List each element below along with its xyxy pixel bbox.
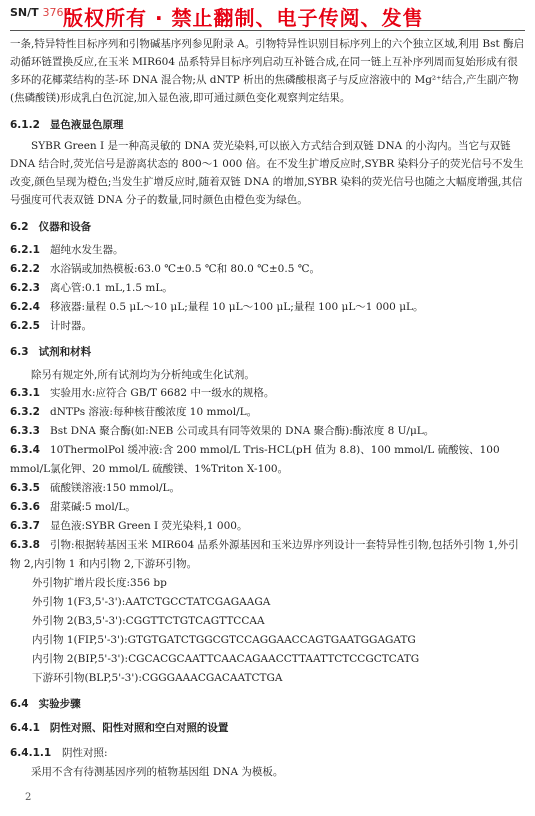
standard-id: 3767 bbox=[42, 6, 71, 19]
section-heading-6-2: 6.2 仪器和设备 bbox=[10, 221, 92, 233]
primer-line: 外引物 1(F3,5'-3'):AATCTGCCTATCGAGAAGA bbox=[32, 596, 271, 608]
intro-paragraph: 一条,特异特性目标序列和引物碱基序列参见附录 A。引物特异性识别目标序列上的六个独立区域,利用 Bst 酶启动循环链置换反应,在玉米 MIR604 品系特异目标序列启动互补链合成,在同一链上互补序列周而复始形成有很多环的花椰菜结构的茎-环 DNA 混合物;从 dNTP 析出的焦磷酸根离子与反应溶液中的 Mg²⁺结合,产生副产物(焦磷酸镁)形成乳白色沉淀,加入显色液,即可通过颜色变化观察判定结果。 bbox=[10, 38, 525, 104]
list-item: 6.2.5 计时器。 bbox=[10, 320, 92, 332]
standard-code: SN/T bbox=[10, 6, 39, 19]
primer-line: 下游环引物(BLP,5'-3'):CGGGAAACGACAATCTGA bbox=[32, 672, 283, 684]
list-item: 6.2.4 移液器:量程 0.5 μL～10 μL;量程 10 μL～100 μL;量程 100 μL～1 000 μL。 bbox=[10, 301, 424, 313]
copyright-watermark: 版权所有 · 禁止翻制、电子传阅、发售 bbox=[63, 6, 424, 30]
primer-line: 外引物 2(B3,5'-3'):CGGTTCTGTCAGTTCCAA bbox=[32, 615, 265, 627]
list-item: 6.3.5 硫酸镁溶液:150 mmol/L。 bbox=[10, 482, 181, 494]
paragraph-6-3: 除另有规定外,所有试剂均为分析纯或生化试剂。 bbox=[31, 369, 255, 381]
primer-line: 内引物 2(BIP,5'-3'):CGCACGCAATTCAACAGAACCTTAATTCTCCGCTCATG bbox=[32, 653, 420, 665]
list-item: 6.3.1 实验用水:应符合 GB/T 6682 中一级水的规格。 bbox=[10, 387, 275, 399]
list-item: 6.3.7 显色液:SYBR Green I 荧光染料,1 000。 bbox=[10, 520, 248, 532]
primer-line: 外引物扩增片段长度:356 bp bbox=[32, 577, 167, 589]
section-heading-6-1-2: 6.1.2 显色液显色原理 bbox=[10, 119, 124, 131]
list-item: 6.3.4 10ThermolPol 缓冲液:含 200 mmol/L Tris-HCL(pH 值为 8.8)、100 mmol/L 硫酸铵、100 mmol/L氯化钾、20 mmol/L 硫酸镁、1%Triton X-100。 bbox=[10, 444, 500, 475]
list-item: 6.3.3 Bst DNA 聚合酶(如:NEB 公司或具有同等效果的 DNA 聚合酶):酶浓度 8 U/μL。 bbox=[10, 425, 435, 437]
list-item: 6.2.1 超纯水发生器。 bbox=[10, 244, 124, 256]
page-number: 2 bbox=[25, 792, 32, 803]
paragraph-6-4-1-1: 采用不含有待测基因序列的植物基因组 DNA 为模板。 bbox=[31, 766, 284, 778]
list-item: 6.2.3 离心管:0.1 mL,1.5 mL。 bbox=[10, 282, 173, 294]
section-heading-6-4: 6.4 实验步骤 bbox=[10, 698, 81, 710]
list-item: 6.3.8 引物:根据转基因玉米 MIR604 品系外源基因和玉米边界序列设计一套特异性引物,包括外引物 1,外引物 2,内引物 1 和内引物 2,下游环引物。 bbox=[10, 539, 519, 570]
section-heading-6-4-1: 6.4.1 阴性对照、阳性对照和空白对照的设置 bbox=[10, 722, 229, 734]
document-body bbox=[10, 35, 525, 781]
section-heading-6-3: 6.3 试剂和材料 bbox=[10, 346, 92, 358]
standard-header bbox=[10, 6, 71, 19]
paragraph-6-1-2: SYBR Green I 是一种高灵敏的 DNA 荧光染料,可以嵌入方式结合到双链 DNA 的小沟内。当它与双链 DNA 结合时,荧光信号是游离状态的 800～1 000 倍。在不发生扩增反应时,SYBR 染料分子的荧光信号不发生改变,颜色呈现为橙色;当发生扩增反应时,随着双链 DNA 的增加,SYBR 染料的荧光信号也随之大幅度增强,其信号强度可代表双链 DNA 分子的数量,同时颜色由橙色变为绿色。 bbox=[10, 140, 524, 206]
list-item: 6.3.2 dNTPs 溶液:每种核苷酸浓度 10 mmol/L。 bbox=[10, 406, 258, 418]
list-item: 6.2.2 水浴锅或加热模板:63.0 ℃±0.5 ℃和 80.0 ℃±0.5 ℃。 bbox=[10, 263, 320, 275]
list-item: 6.3.6 甜菜碱:5 mol/L。 bbox=[10, 501, 136, 513]
subsection-heading-6-4-1-1: 6.4.1.1 阴性对照: bbox=[10, 747, 108, 759]
primer-line: 内引物 1(FIP,5'-3'):GTGTGATCTGGCGTCCAGGAACCAGTGAATGGAGATG bbox=[32, 634, 416, 646]
header-rule bbox=[10, 30, 525, 31]
